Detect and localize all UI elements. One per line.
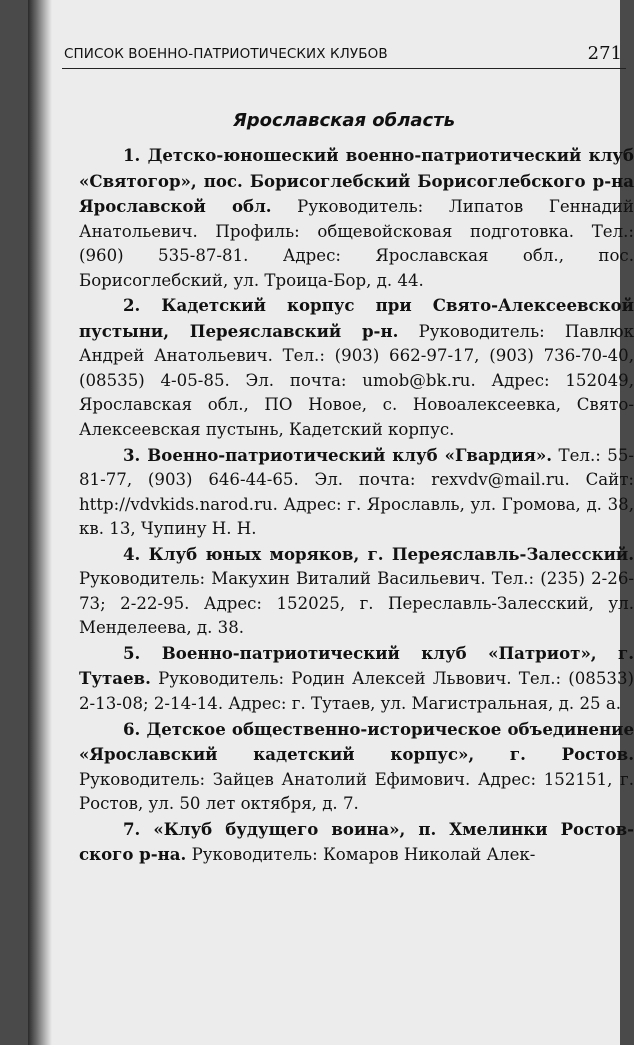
club-entry (79, 443, 634, 542)
club-name: 1. Детско-юношеский военно-патриотический клуб «Святогор», пос. Борисоглебский Борисоглебского р-на Ярославской обл. (79, 145, 634, 217)
club-details: Руководитель: Комаров Николай Алек- (186, 845, 536, 865)
club-details: Тел.: 55-81-77, (903) 646-44-65. Эл. почта: rexvdv@mail.ru. Сайт: http://vdvkids.narod.ru. Адрес: г. Ярославль, ул. Громова, д. 38, кв. 13, Чупину Н. Н. (79, 445, 634, 539)
club-name: 7. «Клуб будущего воина», п. Хмелинки Ростовского р-на. (79, 818, 634, 865)
club-details: Руководитель: Макухин Виталий Васильевич. Тел.: (235) 2-26-73; 2-22-95. Адрес: 152025, г. Переславль-Залесский, ул. Менделеева, д. 38. (79, 569, 634, 638)
section-title: Ярославская область (232, 110, 456, 131)
club-details: Руководитель: Родин Алексей Львович. Тел.: (08533) 2-13-08; 2-14-14. Адрес: г. Тутаев, ул. Магистральная, д. 25 а. (79, 669, 634, 714)
club-name: 2. Кадетский корпус при Свято-Алексеевской пустыни, Переяславский р-н. (79, 295, 634, 341)
club-name: 3. Военно-патриотический клуб «Гвардия». (123, 444, 553, 465)
club-entry (79, 717, 634, 817)
club-entry (79, 143, 634, 293)
book-page (28, 0, 634, 1045)
club-name: 5. Военно-патриотический клуб «Патриот», г. Тутаев. (79, 642, 634, 689)
club-entry (79, 542, 634, 641)
club-entry (79, 641, 634, 717)
club-details: Руководитель: Липатов Геннадий Анатольевич. Профиль: общевойсковая подготовка. Тел.: (960) 535-87-81. Адрес: Ярославская обл., пос. Борисоглебский, ул. Троица-Бор, д. 44. (79, 197, 634, 290)
club-details: Руководитель: Зайцев Анатолий Ефимович. Адрес: 152151, г. Ростов, ул. 50 лет октября, д. 7. (79, 769, 634, 814)
page-header (62, 44, 626, 69)
club-entry (79, 817, 634, 868)
running-title: СПИСОК ВОЕННО-ПАТРИОТИЧЕСКИХ КЛУБОВ (64, 46, 388, 62)
club-entry (79, 293, 634, 442)
page-number: 271 (587, 43, 622, 64)
club-details: Руководитель: Павлюк Андрей Анатольевич. Тел.: (903) 662-97-17, (903) 736-70-40, (08535) 4-05-85. Эл. почта: umob@bk.ru. Адрес: 152049, Ярославская обл., ПО Новое, с. Новоалексеевка, Свято-Алексеевская пустынь, Кадетский корпус. (79, 321, 634, 440)
club-list (79, 143, 634, 868)
club-name: 4. Клуб юных моряков, г. Переяславль-Залесский. (123, 543, 634, 564)
club-name: 6. Детское общественно-историческое объединение «Ярославский кадетский корпус», г. Ростов. (79, 718, 634, 765)
